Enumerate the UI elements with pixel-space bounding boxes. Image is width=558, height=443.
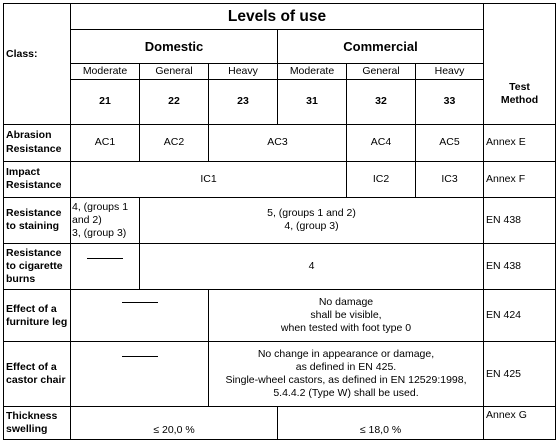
levels-title: Levels of use xyxy=(71,4,484,30)
level-commercial-moderate: Moderate xyxy=(278,64,347,80)
class-32: 32 xyxy=(347,80,416,124)
level-domestic-heavy: Heavy xyxy=(209,64,278,80)
furniture-leg-line2: shall be visible, xyxy=(310,309,382,322)
furniture-leg-line1: No damage xyxy=(318,296,374,309)
thickness-domestic: ≤ 20,0 % xyxy=(71,406,278,439)
table-row xyxy=(4,244,556,290)
castor-chair-class-21-22 xyxy=(71,342,209,406)
cigarette-method: EN 438 xyxy=(484,244,556,290)
staining-rest-line2: 4, (group 3) xyxy=(284,220,339,233)
level-domestic-general: General xyxy=(140,64,209,80)
row-label-furniture-leg: Effect of a furniture leg xyxy=(4,290,71,342)
impact-class-32: IC2 xyxy=(347,161,416,197)
row-label-cigarette: Resistance to cigarette burns xyxy=(4,244,71,290)
levels-of-use-table xyxy=(3,3,556,440)
castor-chair-line1: No change in appearance or damage, xyxy=(257,347,435,360)
class-label-cell xyxy=(4,4,71,125)
furniture-leg-method: EN 424 xyxy=(484,290,556,342)
castor-chair-line3: Single-wheel castors, as defined in EN 12529:1998, xyxy=(225,374,467,387)
level-domestic-moderate: Moderate xyxy=(71,64,140,80)
level-commercial-heavy: Heavy xyxy=(416,64,484,80)
abrasion-class-33: AC5 xyxy=(416,124,484,161)
class-31: 31 xyxy=(278,80,347,124)
staining-method: EN 438 xyxy=(484,197,556,243)
impact-class-33: IC3 xyxy=(416,161,484,197)
abrasion-class-32: AC4 xyxy=(347,124,416,161)
table-row xyxy=(4,342,556,406)
furniture-leg-class-23-33 xyxy=(209,290,484,342)
staining-21-line2: and 2) xyxy=(72,213,102,226)
castor-chair-line4: 5.4.4.2 (Type W) shall be used. xyxy=(273,387,419,400)
staining-class-21 xyxy=(71,197,140,243)
class-label: Class: xyxy=(6,48,38,61)
commercial-header: Commercial xyxy=(278,30,484,64)
not-applicable-dash xyxy=(122,356,158,357)
class-33: 33 xyxy=(416,80,484,124)
row-label-thickness: Thickness swelling xyxy=(4,406,71,439)
row-label-abrasion: Abrasion Resistance xyxy=(4,124,71,161)
staining-class-22-33 xyxy=(140,197,484,243)
not-applicable-dash xyxy=(87,258,123,259)
table-row xyxy=(4,406,556,439)
row-label-impact: Impact Resistance xyxy=(4,161,71,197)
castor-chair-method: EN 425 xyxy=(484,342,556,406)
row-label-staining: Resistance to staining xyxy=(4,197,71,243)
abrasion-class-22: AC2 xyxy=(140,124,209,161)
class-22: 22 xyxy=(140,80,209,124)
abrasion-class-21: AC1 xyxy=(71,124,140,161)
class-21: 21 xyxy=(71,80,140,124)
row-label-castor-chair: Effect of a castor chair xyxy=(4,342,71,406)
staining-rest-line1: 5, (groups 1 and 2) xyxy=(267,207,356,220)
abrasion-class-23-31: AC3 xyxy=(209,124,347,161)
not-applicable-dash xyxy=(122,302,158,303)
impact-class-21-31: IC1 xyxy=(71,161,347,197)
furniture-leg-class-21-22 xyxy=(71,290,209,342)
level-commercial-general: General xyxy=(347,64,416,80)
table-row xyxy=(4,161,556,197)
class-23: 23 xyxy=(209,80,278,124)
staining-21-line3: 3, (group 3) xyxy=(72,226,127,239)
table-row xyxy=(4,124,556,161)
staining-21-line1: 4, (groups 1 xyxy=(72,200,129,213)
thickness-commercial: ≤ 18,0 % xyxy=(278,406,484,439)
castor-chair-class-23-33 xyxy=(209,342,484,406)
table-row xyxy=(4,290,556,342)
test-method-header xyxy=(484,4,556,125)
cigarette-class-21 xyxy=(71,244,140,290)
impact-method: Annex F xyxy=(484,161,556,197)
thickness-method: Annex G xyxy=(484,406,556,439)
furniture-leg-line3: when tested with foot type 0 xyxy=(280,322,412,335)
castor-chair-line2: as defined in EN 425. xyxy=(295,360,397,373)
cigarette-class-22-33: 4 xyxy=(140,244,484,290)
table-row xyxy=(4,197,556,243)
test-method-label: Test Method xyxy=(500,81,539,107)
abrasion-method: Annex E xyxy=(484,124,556,161)
domestic-header: Domestic xyxy=(71,30,278,64)
